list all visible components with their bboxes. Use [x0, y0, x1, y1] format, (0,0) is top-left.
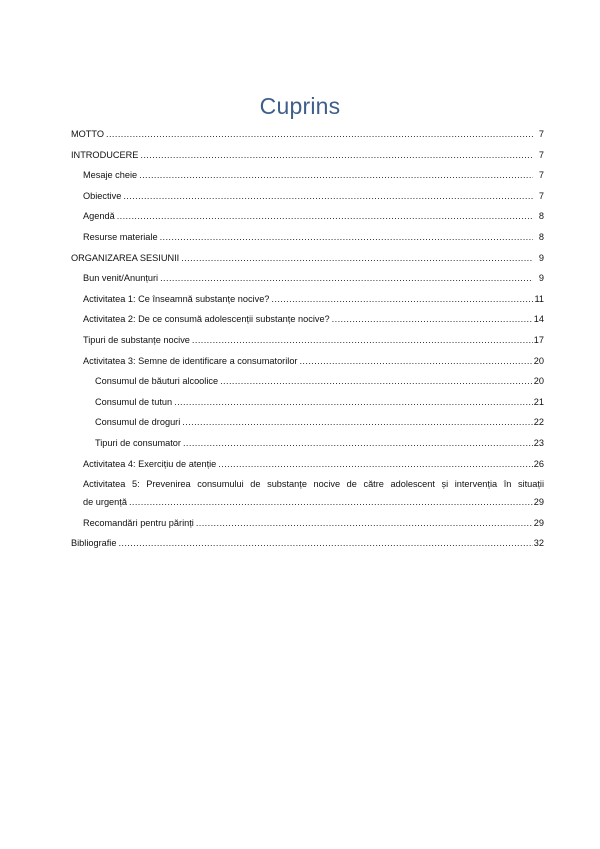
toc-entry-tipuri-substante[interactable]	[71, 334, 544, 347]
toc-dot-leader	[218, 458, 532, 471]
toc-entry-label: Activitatea 1: Ce înseamnă substanțe nocive?	[83, 293, 270, 304]
toc-entry-label: Activitatea 4: Exercițiu de atenție	[83, 458, 217, 469]
toc-page-number: 32	[533, 538, 544, 549]
table-of-contents	[71, 128, 544, 558]
toc-page-number: 29	[533, 517, 544, 528]
toc-entry-introducere[interactable]	[71, 149, 544, 162]
toc-page-number: 7	[538, 170, 544, 181]
toc-entry-organizarea-sesiunii[interactable]	[71, 252, 544, 265]
toc-page-number: 17	[533, 334, 544, 345]
toc-entry-tutun[interactable]	[71, 396, 544, 409]
toc-entry-motto[interactable]	[71, 128, 544, 141]
toc-dot-leader	[106, 128, 533, 141]
toc-page-number: 7	[538, 129, 544, 139]
toc-page-number: 20	[533, 376, 544, 387]
toc-entry-label: ORGANIZAREA SESIUNII	[71, 252, 180, 263]
toc-entry-activitatea-1[interactable]	[71, 293, 544, 306]
toc-entry-label: Activitatea 3: Semne de identificare a consumatorilor	[83, 355, 298, 366]
toc-page-number: 9	[538, 252, 544, 263]
toc-entry-label: Resurse materiale	[83, 231, 158, 242]
toc-dot-leader	[271, 293, 533, 306]
toc-dot-leader	[140, 149, 533, 162]
toc-entry-label: MOTTO	[71, 129, 105, 139]
toc-dot-leader	[123, 190, 533, 203]
toc-dot-leader	[183, 437, 533, 450]
toc-entry-tipuri-consumator[interactable]	[71, 437, 544, 450]
toc-dot-leader	[118, 537, 532, 550]
toc-page-number: 8	[538, 211, 544, 222]
toc-entry-bun-venit[interactable]	[71, 272, 544, 285]
toc-page-number: 9	[538, 273, 544, 284]
toc-page-number: 11	[534, 293, 544, 304]
toc-dot-leader	[332, 313, 533, 326]
toc-entry-label: Obiective	[83, 190, 122, 201]
toc-dot-leader	[181, 252, 533, 265]
toc-dot-leader	[160, 231, 533, 244]
toc-entry-resurse-materiale[interactable]	[71, 231, 544, 244]
toc-page-number: 14	[533, 314, 544, 325]
toc-entry-label: Mesaje cheie	[83, 170, 138, 181]
toc-entry-droguri[interactable]	[71, 416, 544, 429]
toc-entry-bauturi-alcoolice[interactable]	[71, 375, 544, 388]
toc-dot-leader	[129, 496, 533, 509]
toc-entry-label: Tipuri de substanțe nocive	[83, 334, 190, 345]
toc-entry-label-continued: de urgență	[83, 497, 127, 508]
toc-dot-leader	[117, 210, 533, 223]
toc-dot-leader	[299, 355, 532, 368]
toc-dot-leader	[220, 375, 533, 388]
toc-entry-label: Tipuri de consumator	[95, 437, 181, 448]
toc-entry-label: Consumul de tutun	[95, 396, 173, 407]
toc-entry-recomandari-parinti[interactable]	[71, 517, 544, 530]
toc-entry-label: Agendă	[83, 211, 115, 222]
toc-entry-bibliografie[interactable]	[71, 537, 544, 550]
toc-page-number: 26	[533, 458, 544, 469]
toc-entry-activitatea-2[interactable]	[71, 313, 544, 326]
toc-entry-activitatea-5[interactable]	[71, 478, 544, 509]
page-title: Cuprins	[259, 93, 341, 119]
toc-entry-label: Bun venit/Anunțuri	[83, 273, 159, 284]
toc-dot-leader	[174, 396, 533, 409]
toc-entry-label: INTRODUCERE	[71, 149, 139, 160]
toc-dot-leader	[160, 272, 533, 285]
toc-entry-label: Consumul de droguri	[95, 417, 181, 428]
toc-page-number: 7	[538, 190, 544, 201]
toc-entry-obiective[interactable]	[71, 190, 544, 203]
toc-page-number: 22	[533, 417, 544, 428]
toc-dot-leader	[139, 169, 533, 182]
toc-page-number: 23	[533, 437, 544, 448]
toc-page-number: 7	[538, 149, 544, 160]
toc-entry-label: Bibliografie	[71, 538, 117, 549]
toc-dot-leader	[192, 334, 533, 347]
toc-entry-activitatea-4[interactable]	[71, 458, 544, 471]
toc-dot-leader	[196, 517, 533, 530]
toc-entry-label: Recomandări pentru părinți	[83, 517, 194, 528]
toc-page-number: 8	[538, 231, 544, 242]
toc-entry-label: Activitatea 2: De ce consumă adolescenții substanțe nocive?	[83, 314, 330, 325]
toc-entry-activitatea-3[interactable]	[71, 355, 544, 368]
toc-dot-leader	[182, 416, 532, 429]
toc-page-number: 21	[533, 396, 544, 407]
toc-entry-label: Activitatea 5: Prevenirea consumului de substanțe nocive de către adolescent și intervenția în situații	[83, 479, 544, 490]
toc-entry-mesaje-cheie[interactable]	[71, 169, 544, 182]
toc-page-number: 29	[533, 497, 544, 508]
toc-entry-label: Consumul de băuturi alcoolice	[95, 376, 219, 387]
toc-page-number: 20	[533, 355, 544, 366]
toc-entry-agenda[interactable]	[71, 210, 544, 223]
